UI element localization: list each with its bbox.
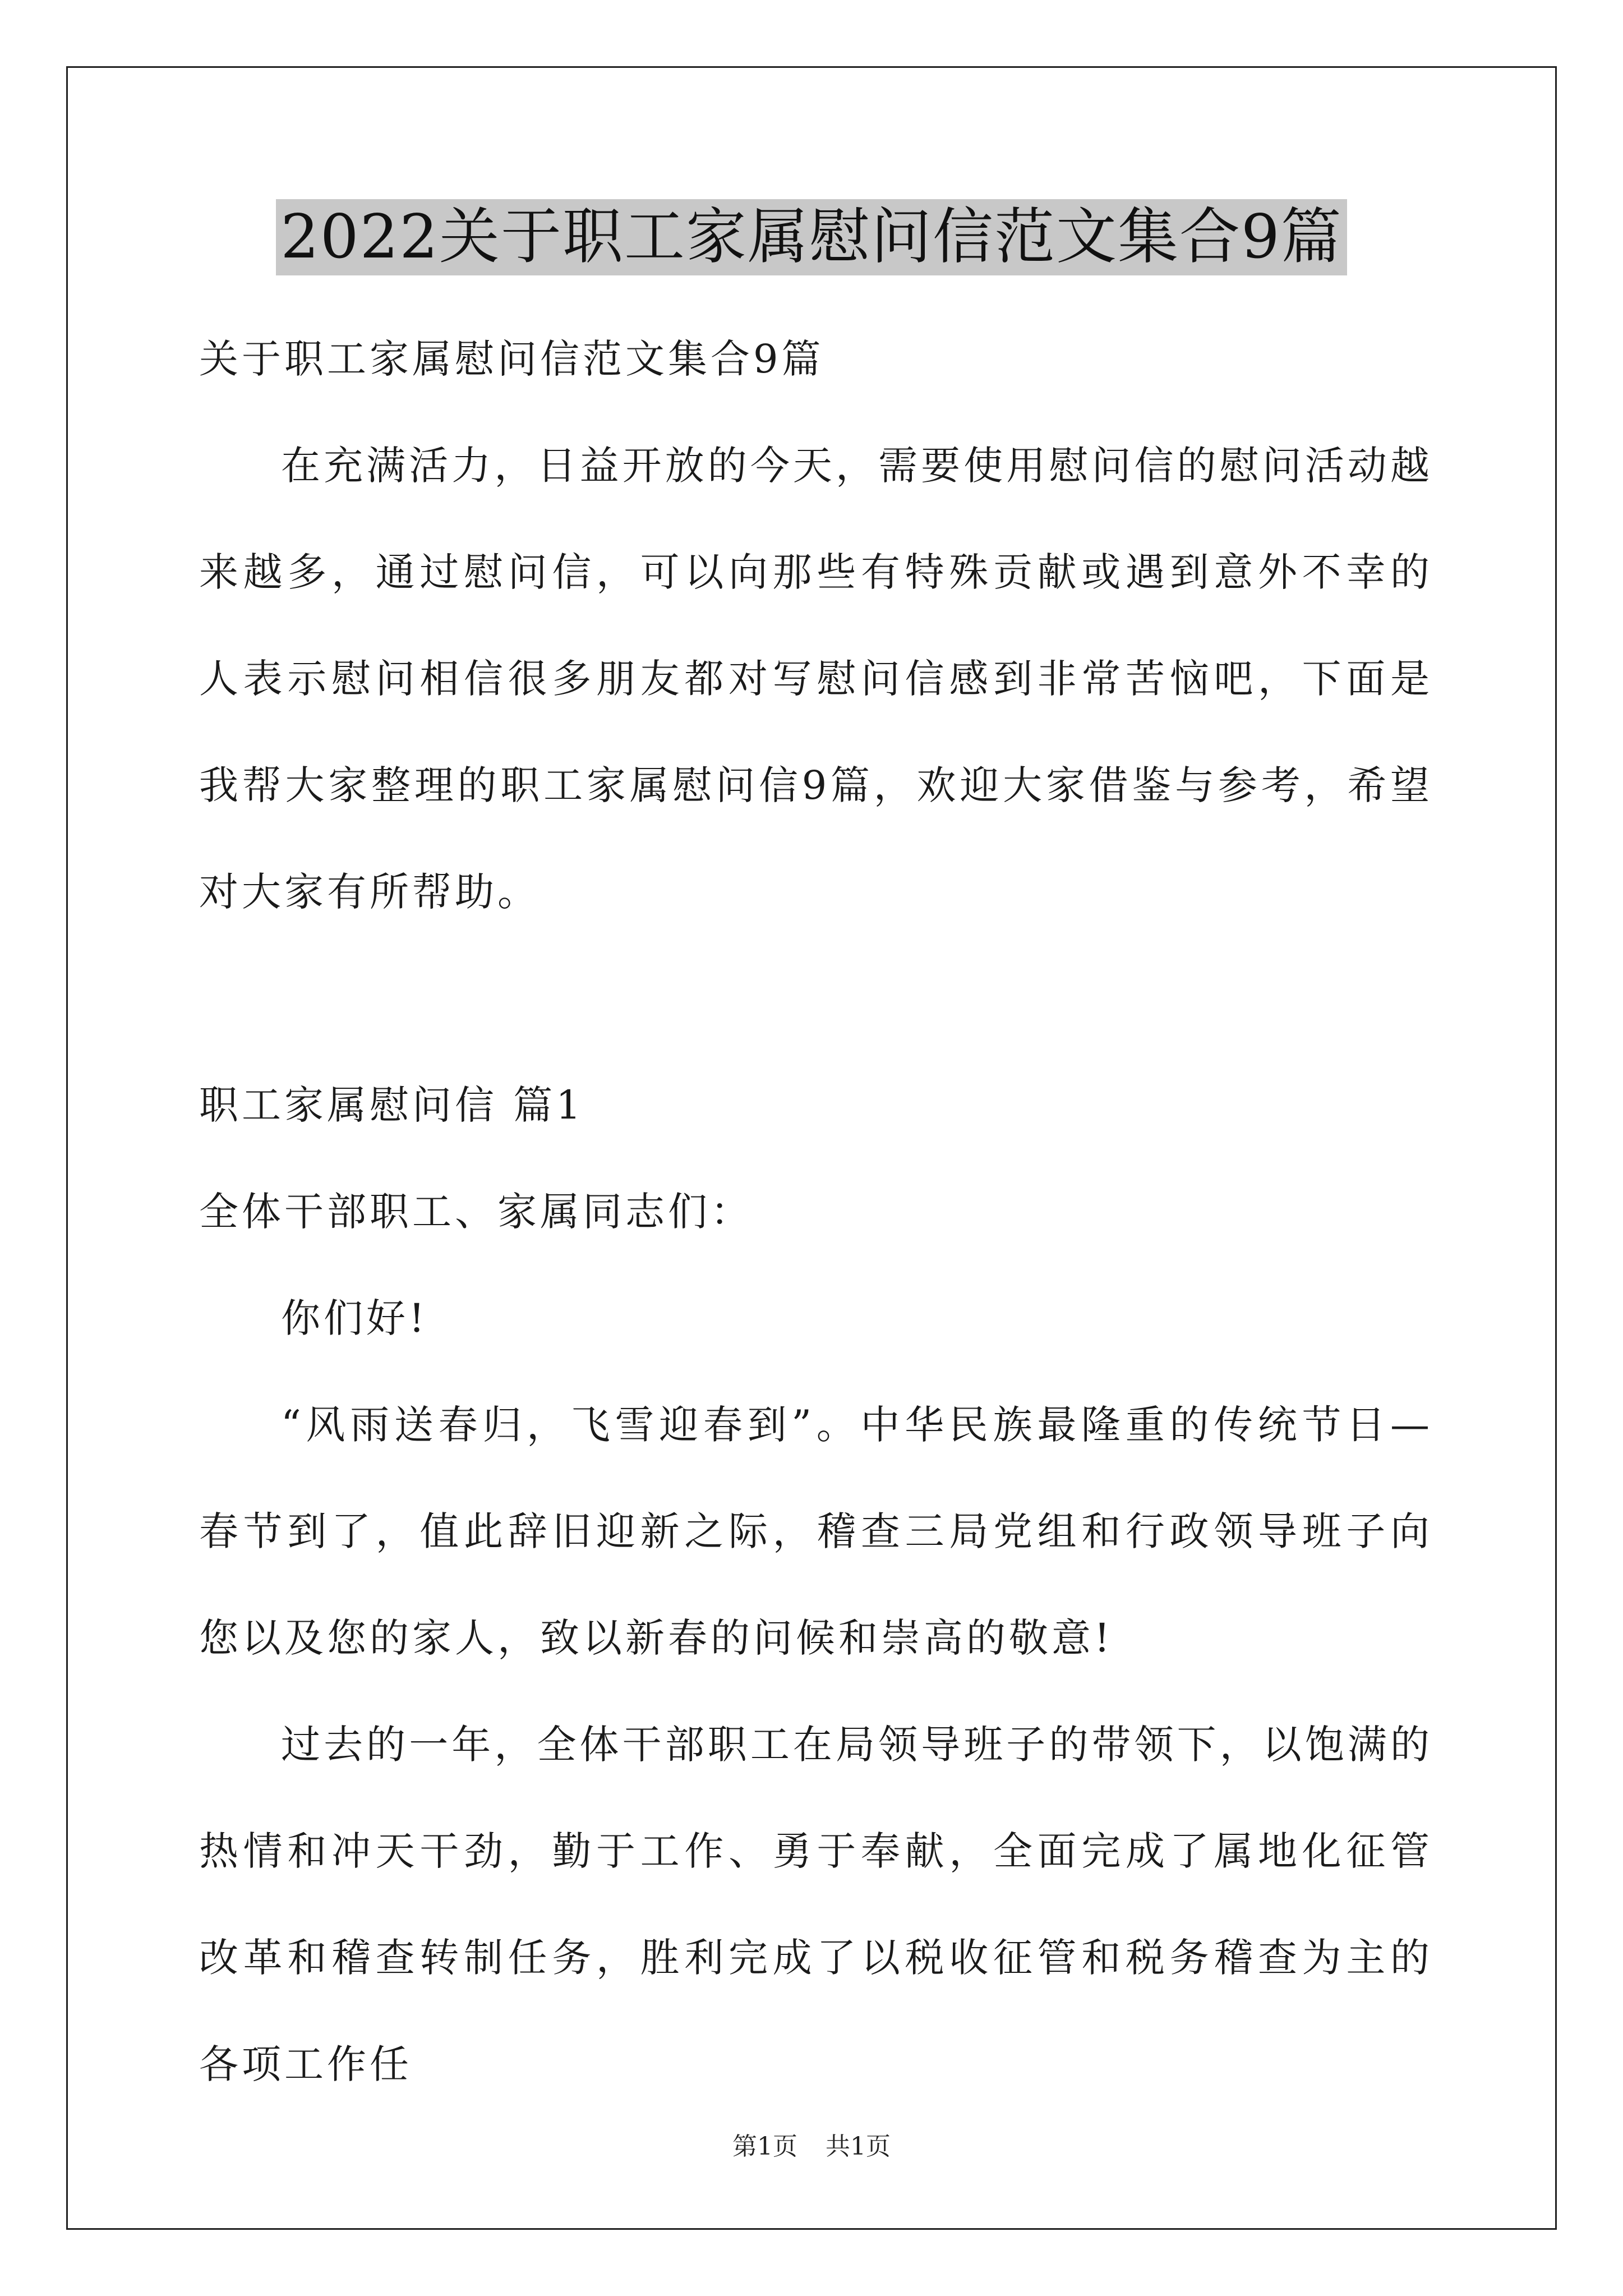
page-total: 共1页 — [826, 2132, 891, 2161]
body-paragraph-1: “风雨送春归，飞雪迎春到”。中华民族最隆重的传统节日—春节到了，值此辞旧迎新之际，稽查三局党组和行政领导班子向您以及您的家人，致以新春的问候和崇高的敬意! — [199, 1402, 1433, 1661]
page-number: 第1页 — [732, 2132, 797, 2161]
document-title: 2022关于职工家属慰问信范文集合9篇 — [276, 199, 1347, 275]
title-container — [0, 199, 1623, 275]
body-paragraph-2: 过去的一年，全体干部职工在局领导班子的带领下，以饱满的热情和冲天干劲，勤于工作、勇于奉献，全面完成了属地化征管改革和稽查转制任务，胜利完成了以税收征管和税务稽查为主的各项工作任 — [199, 1722, 1433, 2087]
intro-paragraph: 在充满活力，日益开放的今天，需要使用慰问信的慰问活动越来越多，通过慰问信，可以向那些有特殊贡献或遇到意外不幸的人表示慰问相信很多朋友都对写慰问信感到非常苦恼吧，下面是我帮大家整理的职工家属慰问信9篇，欢迎大家借鉴与参考，希望对大家有所帮助。 — [199, 443, 1433, 915]
document-body — [199, 306, 1433, 2118]
paragraph-spacer — [199, 945, 1433, 1052]
salutation: 全体干部职工、家属同志们： — [199, 1189, 753, 1235]
page-footer — [0, 2126, 1623, 2162]
greeting: 你们好! — [281, 1295, 428, 1341]
document-subtitle: 关于职工家属慰问信范文集合9篇 — [199, 336, 824, 382]
section-heading: 职工家属慰问信 篇1 — [199, 1082, 584, 1128]
